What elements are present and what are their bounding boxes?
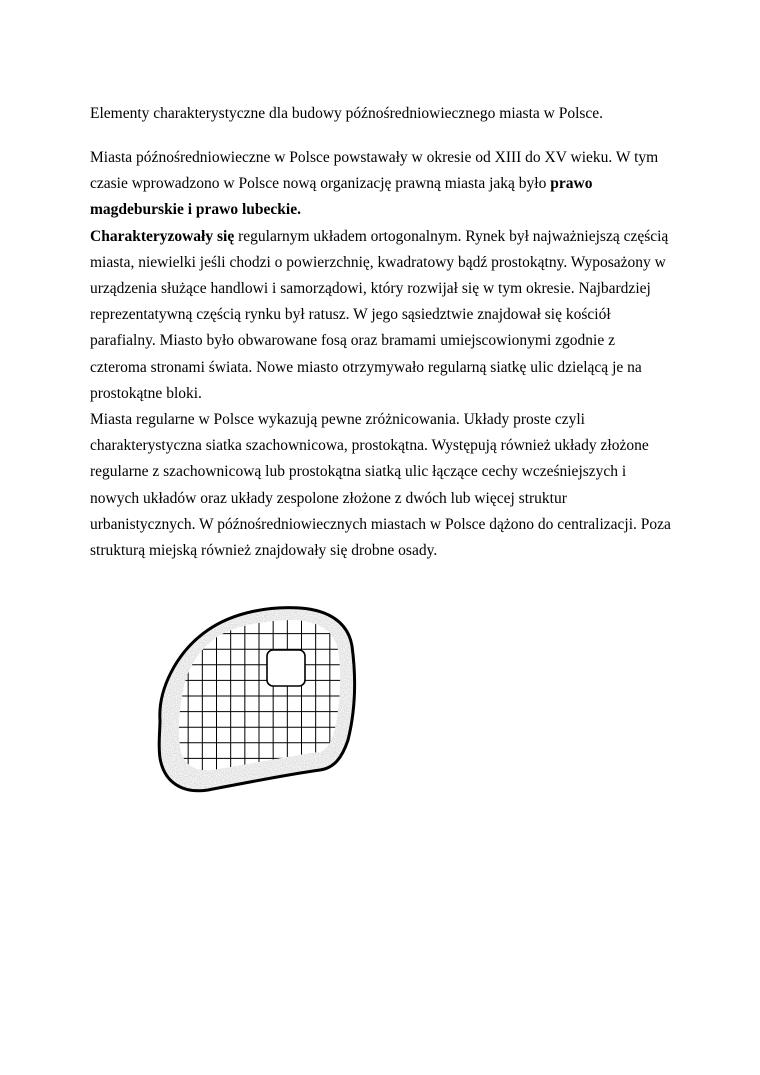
text-line bbox=[90, 328, 680, 354]
text-segment: regularne z szachownicową lub prostokątna siatką ulic łączące cechy wcześniejszych i bbox=[90, 463, 627, 481]
text-line bbox=[90, 538, 680, 564]
text-line bbox=[90, 381, 680, 407]
text-line bbox=[90, 250, 680, 276]
text-segment: parafialny. Miasto było obwarowane fosą oraz bramami umiejscowionymi zgodnie z bbox=[90, 332, 615, 350]
text-line bbox=[90, 224, 680, 250]
document-body bbox=[90, 145, 680, 564]
text-segment: miasta, niewielki jeśli chodzi o powierzchnię, kwadratowy bądź prostokątny. Wyposażony w bbox=[90, 253, 666, 271]
text-line bbox=[90, 512, 680, 538]
town-plan-figure bbox=[150, 600, 360, 800]
text-line bbox=[90, 407, 680, 433]
text-segment: charakterystyczna siatka szachownicowa, prostokątna. Występują również układy złożone bbox=[90, 437, 649, 455]
text-segment: Miasta regularne w Polsce wykazują pewne zróżnicowania. Układy proste czyli bbox=[90, 411, 585, 429]
text-line bbox=[90, 171, 680, 197]
text-line bbox=[90, 145, 680, 171]
town-plan-drawing bbox=[150, 600, 360, 800]
text-segment: strukturą miejską również znajdowały się drobne osady. bbox=[90, 542, 438, 560]
text-segment: czasie wprowadzono w Polsce nową organizację prawną miasta jaką było bbox=[90, 175, 551, 193]
text-line bbox=[90, 459, 680, 485]
text-segment: reprezentatywną częścią rynku był ratusz. W jego sąsiedztwie znajdował się kościół bbox=[90, 306, 611, 324]
bold-text-segment: Charakteryzowały się bbox=[90, 227, 235, 245]
text-line bbox=[90, 197, 680, 223]
text-line bbox=[90, 486, 680, 512]
text-segment: czteroma stronami świata. Nowe miasto otrzymywało regularną siatkę ulic dzielącą je na bbox=[90, 358, 642, 376]
text-segment: Miasta późnośredniowieczne w Polsce powstawały w okresie od XIII do XV wieku. W tym bbox=[90, 149, 659, 166]
market-square bbox=[267, 650, 305, 686]
text-line bbox=[90, 355, 680, 381]
text-segment: urządzenia służące handlowi i samorządowi, który rozwijał się w tym okresie. Najbardziej bbox=[90, 280, 651, 298]
text-segment: regularnym układem ortogonalnym. Rynek był najważniejszą częścią bbox=[234, 227, 669, 245]
text-segment: prostokątne bloki. bbox=[90, 384, 202, 402]
text-line bbox=[90, 276, 680, 302]
document-title: Elementy charakterystyczne dla budowy późnośredniowiecznego miasta w Polsce. bbox=[90, 105, 604, 122]
bold-text-segment: prawo bbox=[550, 175, 593, 193]
text-line bbox=[90, 302, 680, 328]
text-line bbox=[90, 433, 680, 459]
text-segment: nowych układów oraz układy zespolone złożone z dwóch lub więcej struktur bbox=[90, 489, 567, 507]
text-segment: urbanistycznych. W późnośredniowiecznych miastach w Polsce dążono do centralizacji. Poza bbox=[90, 515, 671, 533]
bold-text-segment: magdeburskie i prawo lubeckie. bbox=[90, 201, 301, 219]
